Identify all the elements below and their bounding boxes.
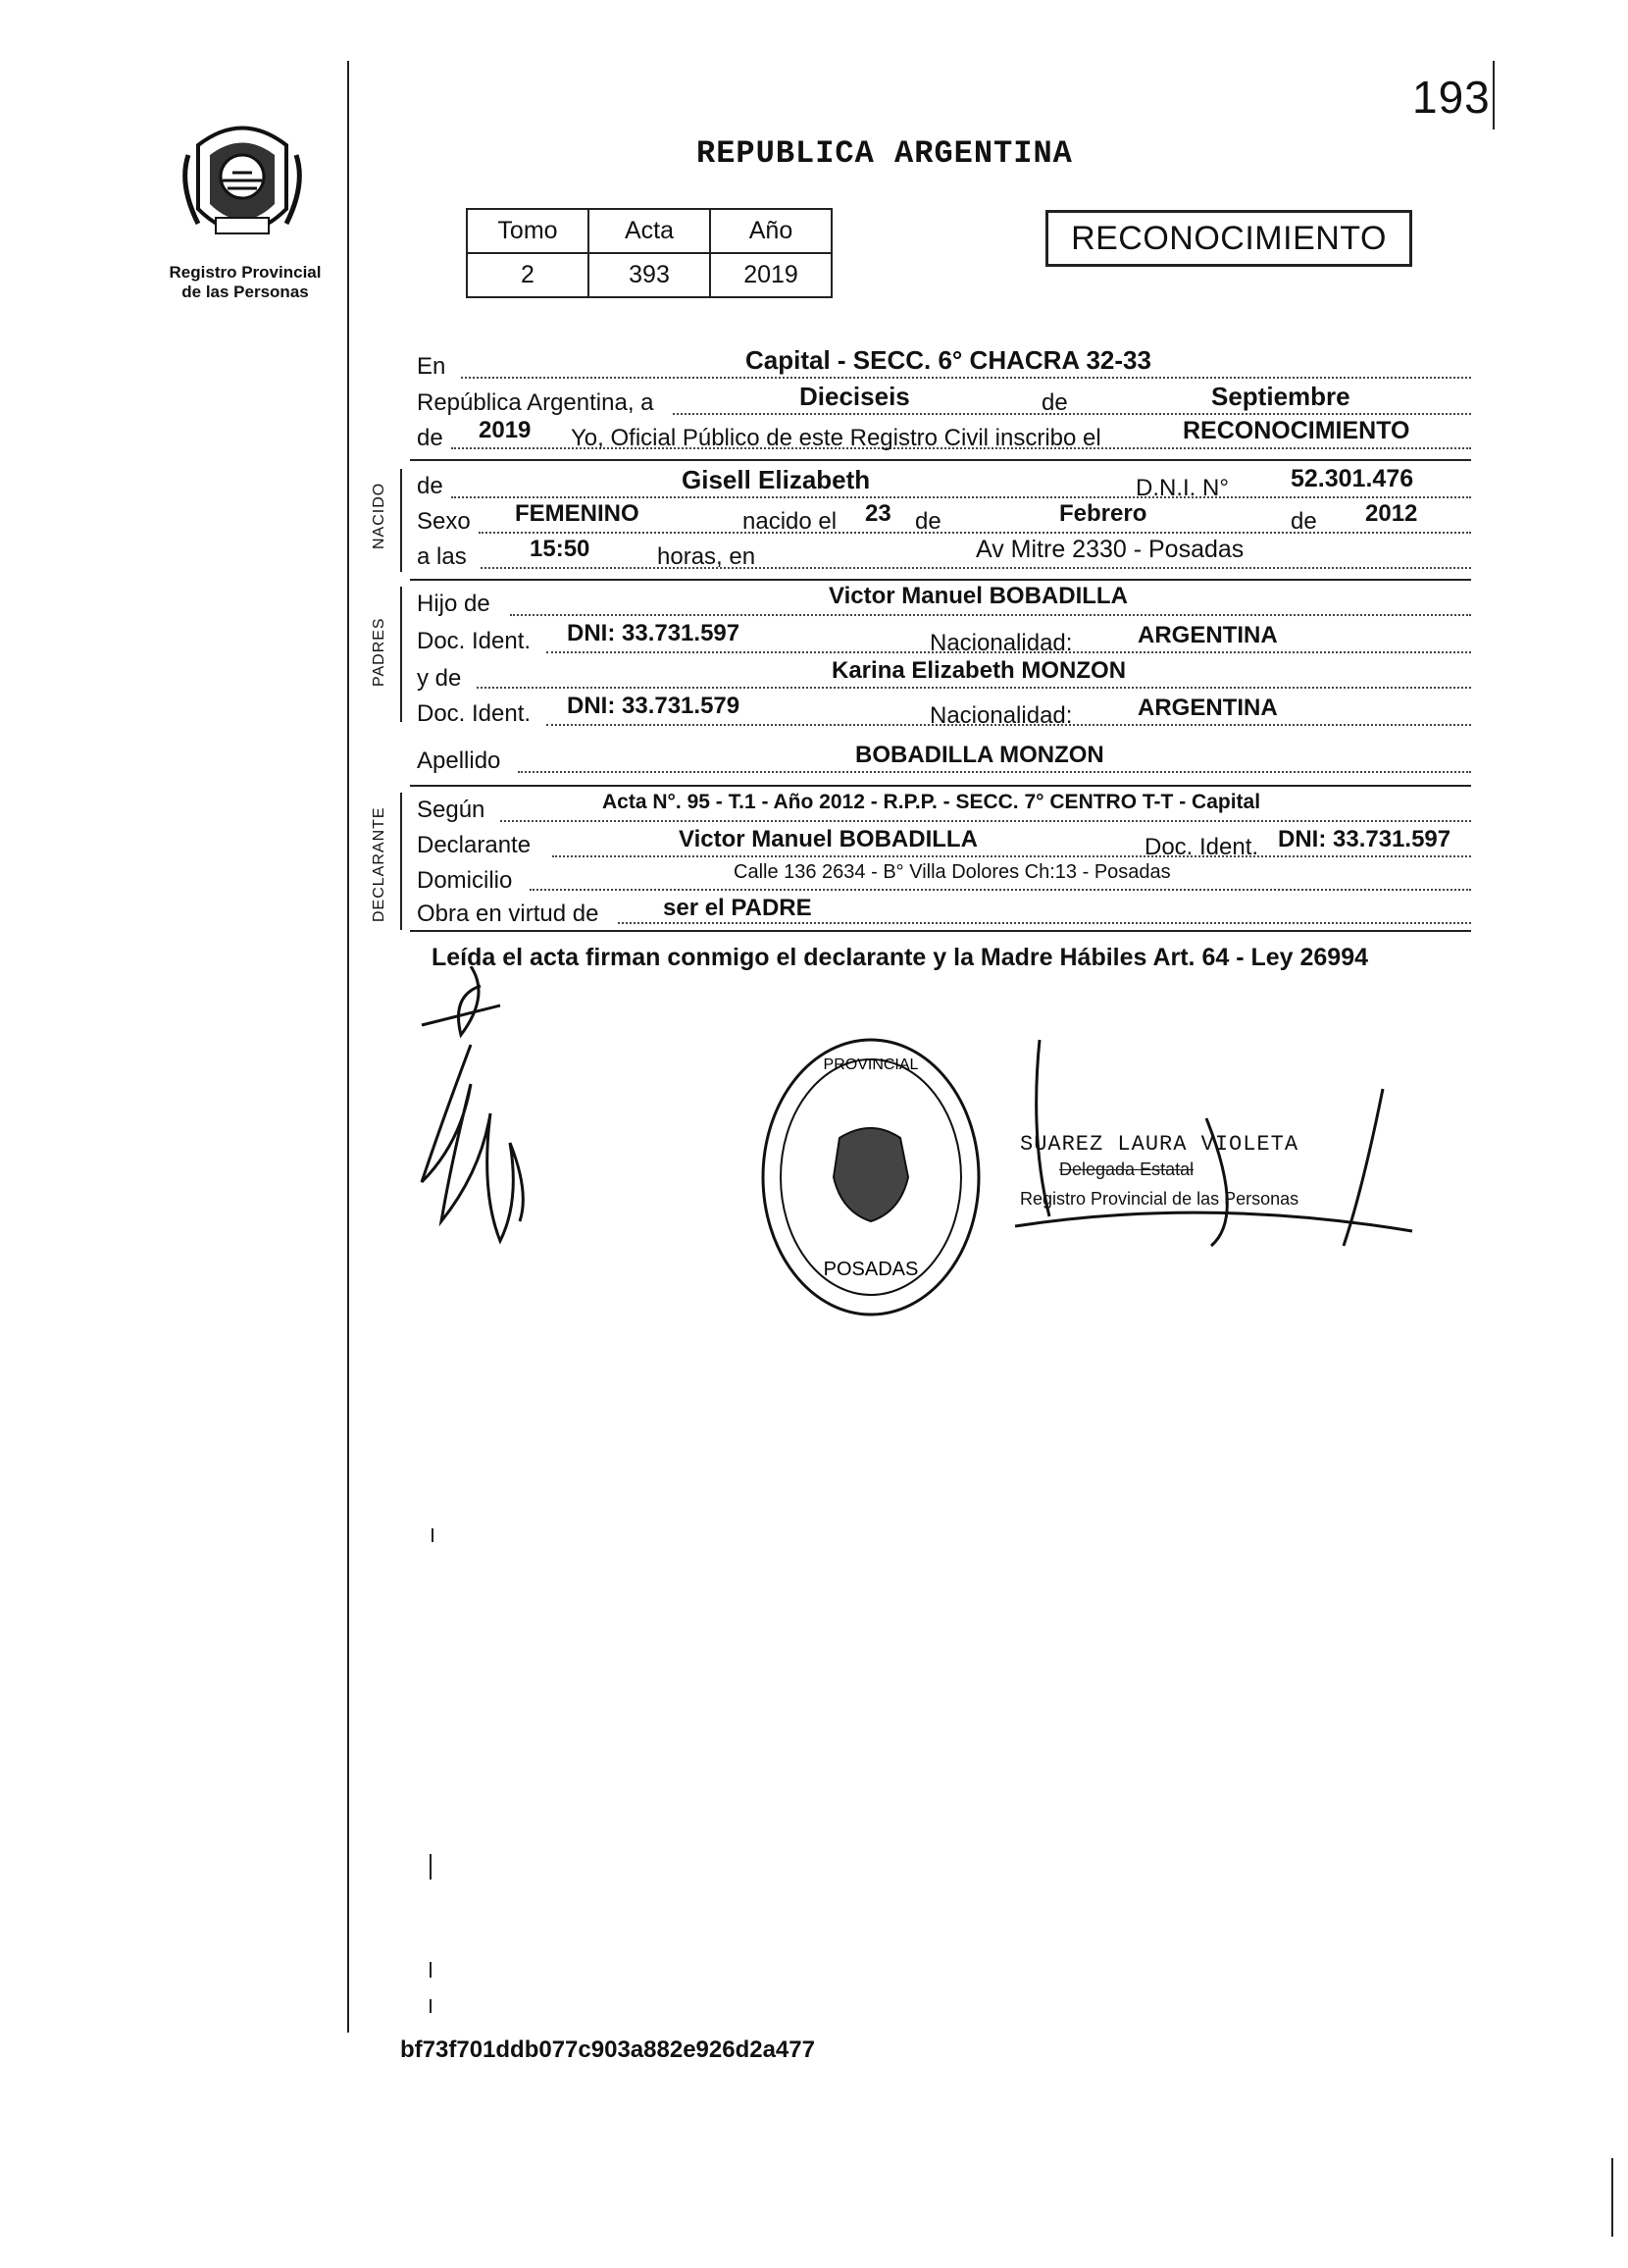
dotted-line — [481, 567, 1471, 569]
label-de-name: de — [417, 473, 443, 499]
label-segun: Según — [417, 797, 485, 823]
dotted-line — [477, 687, 1471, 689]
section-divider — [410, 459, 1471, 461]
label-hijo-de: Hijo de — [417, 591, 490, 617]
record-type-box: RECONOCIMIENTO — [1045, 210, 1412, 267]
value-birth-month: Febrero — [1059, 500, 1147, 527]
official-role: Delegada Estatal — [1059, 1160, 1195, 1179]
record-table-cell: 2 — [467, 253, 588, 297]
label-nacionalidad: Nacionalidad: — [930, 702, 1073, 729]
record-table-header: Acta — [588, 209, 710, 253]
org-caption-line1: Registro Provincial — [169, 263, 322, 282]
dotted-line — [518, 771, 1471, 773]
label-nacido-el: nacido el — [742, 508, 838, 535]
value-birth-day: 23 — [865, 500, 891, 527]
label-de-year: de — [417, 425, 443, 451]
value-obra: ser el PADRE — [663, 895, 812, 921]
dotted-line — [673, 413, 1471, 415]
label-republica: República Argentina, a — [417, 389, 654, 416]
section-divider — [410, 579, 1471, 581]
value-apellido: BOBADILLA MONZON — [855, 742, 1104, 768]
label-dni: D.N.I. N° — [1136, 475, 1229, 501]
value-segun: Acta N°. 95 - T.1 - Año 2012 - R.P.P. - SECC. 7° CENTRO T-T - Capital — [602, 791, 1261, 813]
value-month: Septiembre — [1211, 382, 1350, 411]
value-declarante-name: Victor Manuel BOBADILLA — [679, 826, 978, 852]
official-stamp-icon — [753, 1030, 989, 1324]
official-name: SUAREZ LAURA VIOLETA — [1020, 1132, 1299, 1157]
dotted-line — [618, 922, 1471, 924]
value-day: Dieciseis — [799, 382, 910, 411]
value-act: RECONOCIMIENTO — [1183, 417, 1410, 444]
value-child-dni: 52.301.476 — [1291, 465, 1414, 492]
label-de-birthyear: de — [1291, 508, 1317, 535]
label-de-month: de — [915, 508, 941, 535]
record-table-cell: 393 — [588, 253, 710, 297]
page-edge-line — [1611, 2158, 1613, 2237]
label-apellido: Apellido — [417, 747, 501, 774]
section-label-declarante: DECLARANTE — [371, 806, 387, 922]
label-sexo: Sexo — [417, 508, 471, 535]
left-margin-line — [347, 61, 349, 2033]
value-declarante-doc: DNI: 33.731.597 — [1278, 826, 1451, 852]
record-table — [466, 208, 833, 298]
margin-mark — [430, 1999, 432, 2013]
value-birth-year: 2012 — [1365, 500, 1418, 527]
right-margin-line — [1493, 61, 1495, 129]
value-child-name: Gisell Elizabeth — [682, 465, 871, 494]
label-doc-ident-declarante: Doc. Ident. — [1145, 834, 1259, 860]
official-org: Registro Provincial de las Personas — [1020, 1189, 1299, 1209]
value-mother: Karina Elizabeth MONZON — [832, 657, 1127, 684]
value-domicilio: Calle 136 2634 - B° Villa Dolores Ch:13 - Posadas — [734, 861, 1171, 883]
value-mother-nat: ARGENTINA — [1138, 695, 1278, 721]
label-nacionalidad: Nacionalidad: — [930, 630, 1073, 656]
label-yo: Yo, Oficial Público de este Registro Civil inscribo el — [571, 425, 1101, 451]
value-birth-place: Av Mitre 2330 - Posadas — [976, 536, 1245, 563]
declarante-signature-icon — [402, 966, 549, 1261]
dotted-line — [451, 496, 1471, 498]
official-signature-icon — [1010, 1020, 1422, 1295]
label-obra: Obra en virtud de — [417, 901, 599, 927]
record-table-header: Año — [710, 209, 832, 253]
section-divider — [410, 930, 1471, 932]
label-en: En — [417, 353, 446, 380]
value-father-doc: DNI: 33.731.597 — [567, 620, 740, 646]
org-caption-line2: de las Personas — [181, 283, 309, 301]
svg-text:PROVINCIAL: PROVINCIAL — [823, 1057, 919, 1073]
dotted-line — [461, 377, 1471, 379]
country-title: REPUBLICA ARGENTINA — [696, 135, 1073, 172]
dotted-line — [500, 820, 1471, 822]
footer-hash: bf73f701ddb077c903a882e926d2a477 — [400, 2036, 815, 2063]
value-father: Victor Manuel BOBADILLA — [829, 583, 1128, 609]
record-table-header: Tomo — [467, 209, 588, 253]
record-table-cell: 2019 — [710, 253, 832, 297]
value-place: Capital - SECC. 6° CHACRA 32-33 — [745, 345, 1151, 375]
dotted-line — [479, 532, 1471, 534]
label-doc-ident: Doc. Ident. — [417, 700, 532, 727]
value-mother-doc: DNI: 33.731.579 — [567, 693, 740, 719]
section-divider — [410, 785, 1471, 787]
section-bracket — [400, 587, 402, 722]
margin-mark — [432, 1528, 433, 1542]
label-declarante: Declarante — [417, 832, 532, 858]
provincial-seal-icon — [178, 116, 306, 253]
section-bracket — [400, 793, 402, 930]
label-de: de — [1042, 389, 1068, 416]
svg-text:POSADAS: POSADAS — [823, 1259, 919, 1280]
section-bracket — [400, 469, 402, 572]
value-birth-time: 15:50 — [530, 536, 590, 562]
dotted-line — [552, 855, 1471, 857]
value-sexo: FEMENINO — [515, 500, 639, 527]
closing-text: Leída el acta firman conmigo el declarante y la Madre Hábiles Art. 64 - Ley 26994 — [432, 944, 1369, 971]
page-number: 193 — [1412, 72, 1491, 123]
label-doc-ident: Doc. Ident. — [417, 628, 532, 654]
label-y-de: y de — [417, 665, 462, 692]
label-domicilio: Domicilio — [417, 867, 513, 894]
section-label-nacido: NACIDO — [371, 482, 387, 549]
value-year: 2019 — [479, 417, 532, 443]
value-father-nat: ARGENTINA — [1138, 622, 1278, 648]
margin-mark — [430, 1962, 432, 1978]
dotted-line — [510, 614, 1471, 616]
section-label-padres: PADRES — [371, 617, 387, 687]
org-caption — [147, 263, 343, 302]
margin-mark — [430, 1854, 432, 1880]
label-a-las: a las — [417, 543, 467, 570]
label-horas-en: horas, en — [657, 543, 756, 570]
dotted-line — [530, 889, 1471, 891]
